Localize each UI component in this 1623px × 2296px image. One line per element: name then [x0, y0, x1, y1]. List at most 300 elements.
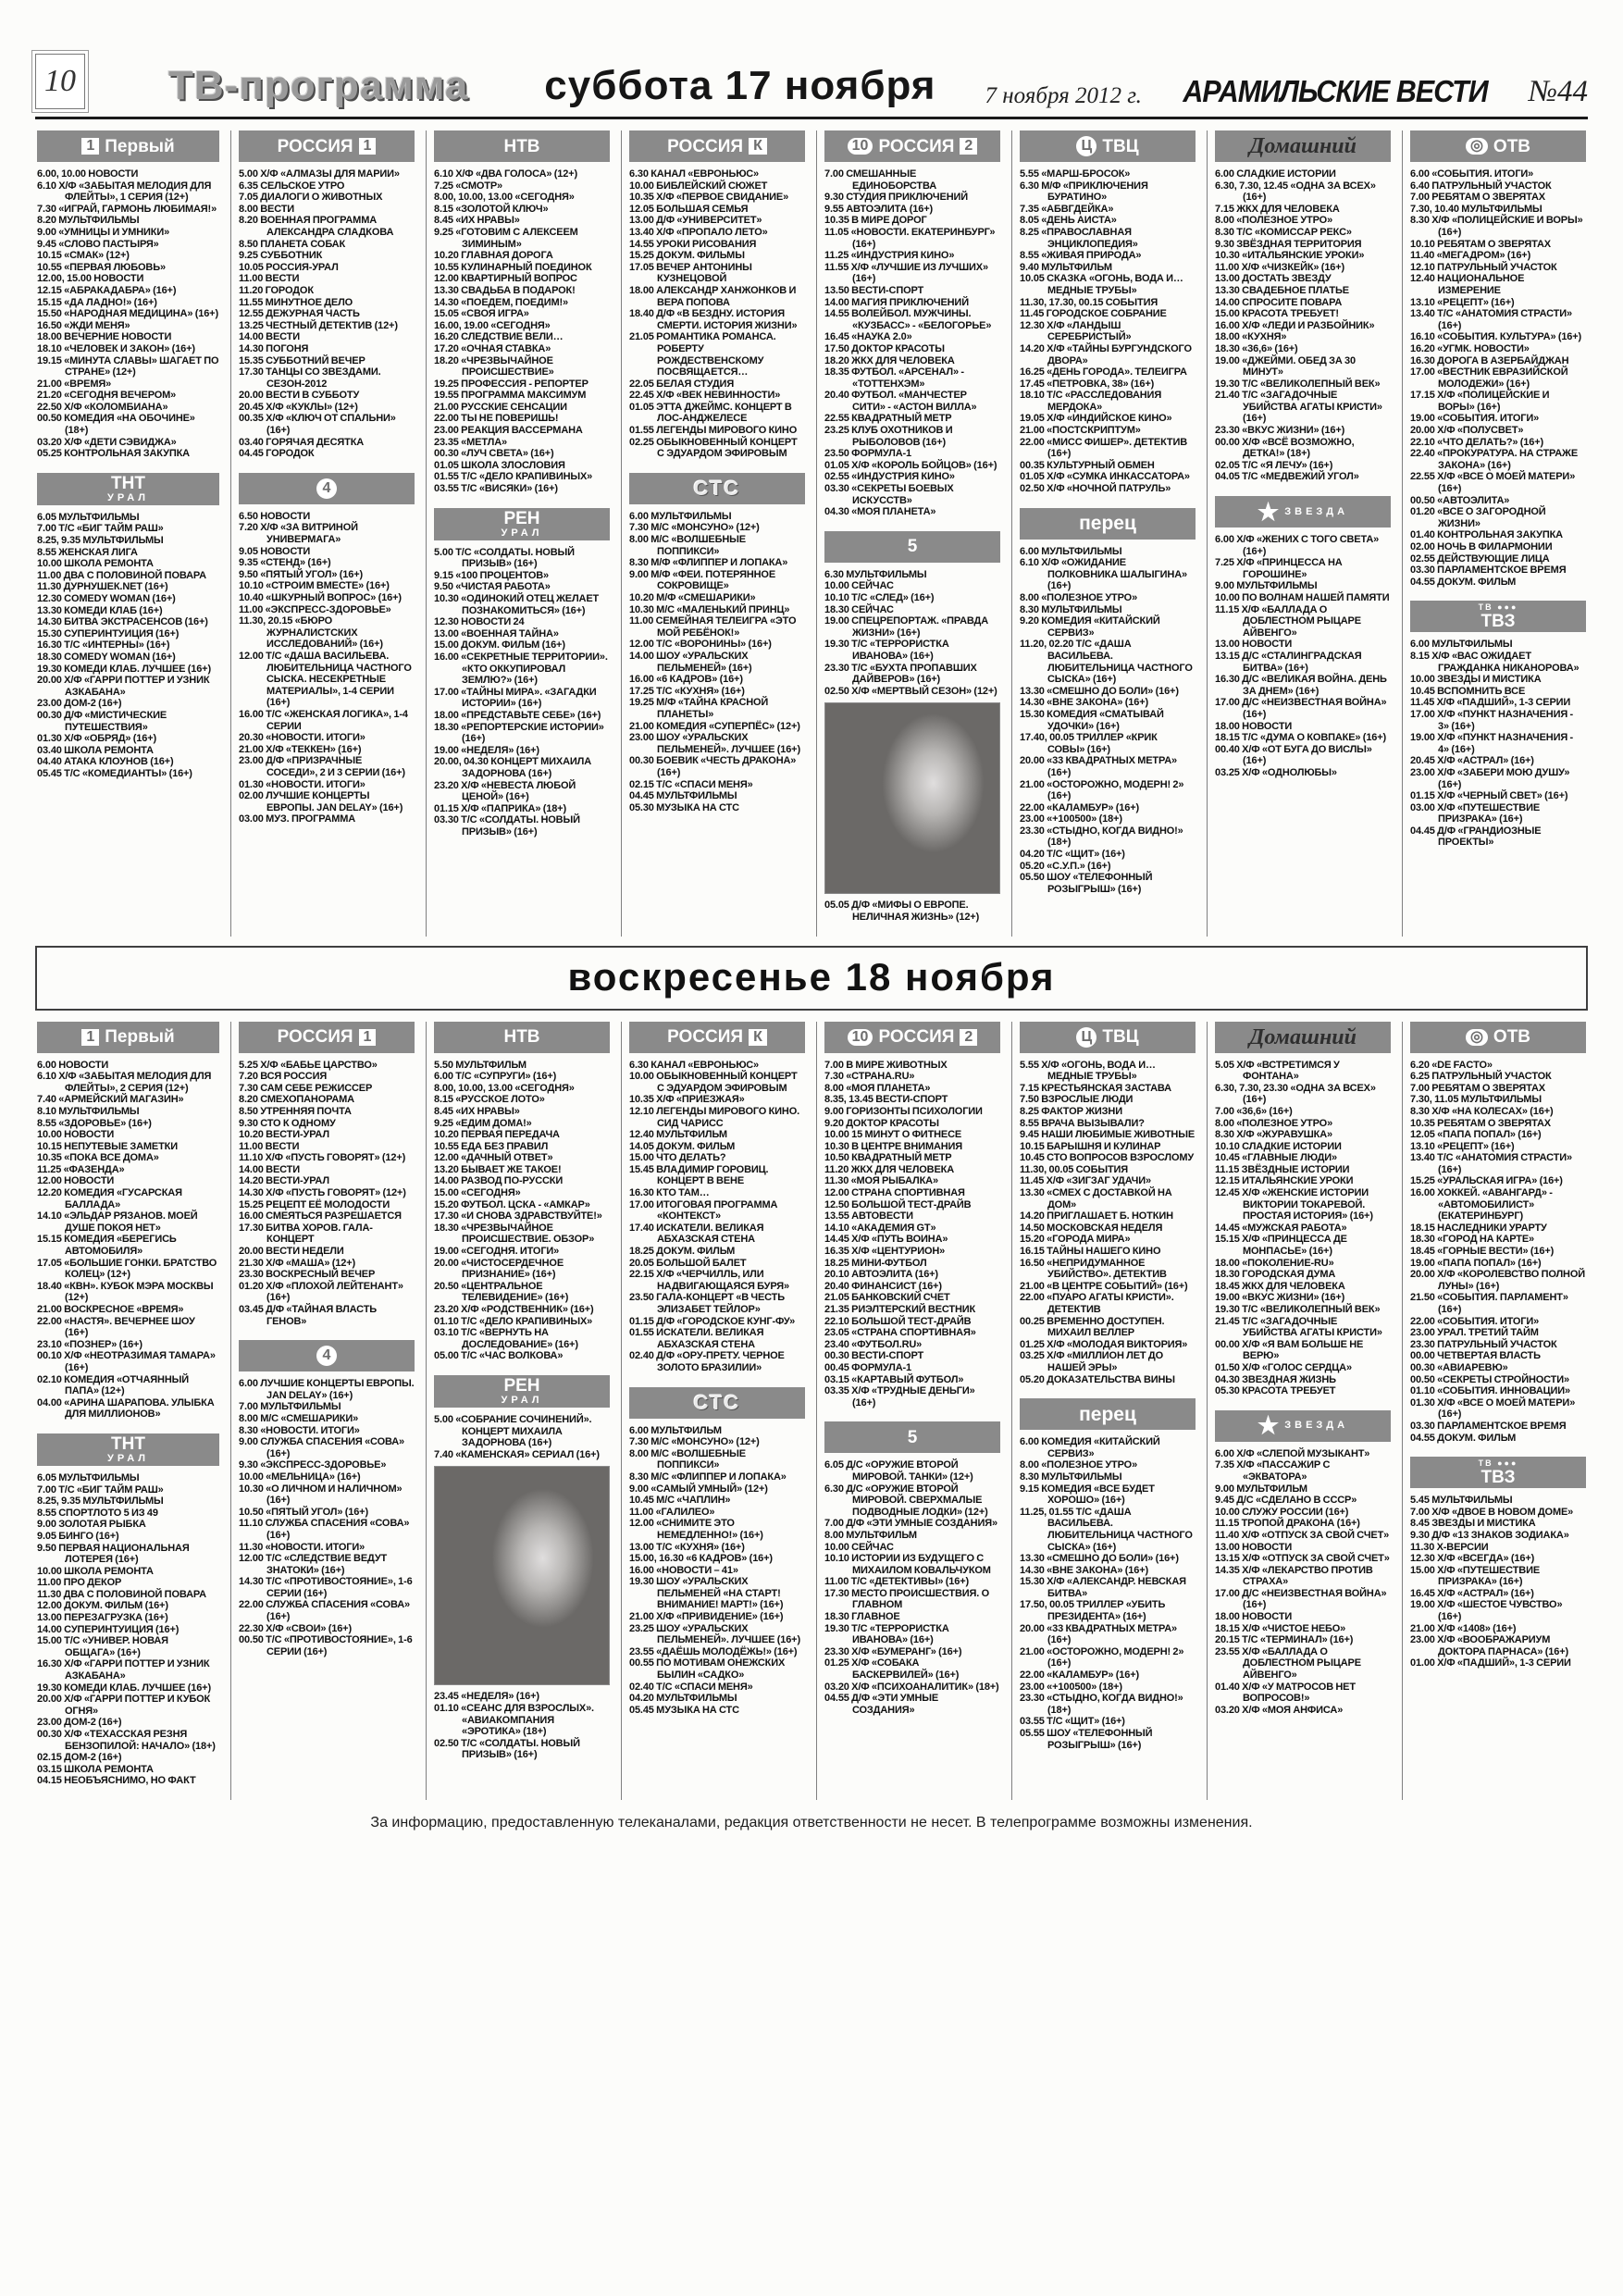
listing-item: 17.00 «ВЕСТНИК ЕВРАЗИЙСКОЙ МОЛОДЕЖИ» (16+): [1410, 366, 1568, 390]
listing-item: 9.55 АВТОЭЛИТА (16+): [824, 203, 933, 215]
listing-item: 14.10 «ЭЛЬДАР РЯЗАНОВ. МОЕЙ ДУШЕ ПОКОЯ НЕТ»: [37, 1210, 198, 1234]
listing-item: 11.20 ГОРОДОК: [239, 284, 314, 296]
listing-item: 11.55 Х/Ф «ЛУЧШИЕ ИЗ ЛУЧШИХ» (16+): [824, 261, 988, 285]
listing-item: 9.05 НОВОСТИ: [239, 545, 311, 557]
listing-item: 15.30 Х/Ф «АЛЕКСАНДР. НЕВСКАЯ БИТВА»: [1020, 1576, 1186, 1599]
listing-item: 10.10 РЕБЯТАМ О ЗВЕРЯТАХ: [1410, 238, 1551, 250]
listing-item: 6.00 Х/Ф «ЖЕНИХ С ТОГО СВЕТА» (16+): [1215, 534, 1380, 557]
listing-item: 01.20 «ВСЕ О ЗАГОРОДНОЙ ЖИЗНИ»: [1410, 506, 1546, 529]
rossiyaK-right-logo-icon: К: [749, 138, 767, 155]
listing-item: 22.00 «МИСС ФИШЕР». ДЕТЕКТИВ (16+): [1020, 436, 1188, 460]
channel-column: [230, 1022, 416, 1800]
listing-item: 03.00 МУЗ. ПРОГРАММА: [239, 813, 356, 825]
listing-item: 14.30 «ПОЕДЕМ, ПОЕДИМ!»: [434, 296, 568, 308]
listing-item: 14.45 «МУЖСКАЯ РАБОТА»: [1215, 1222, 1347, 1234]
listing-item: 04.20 Т/С «ЩИТ» (16+): [1020, 849, 1125, 861]
listing-item: 17.20 «ОЧНАЯ СТАВКА»: [434, 342, 551, 354]
listing-item: 03.25 Х/Ф «ОДНОЛЮБЫ»: [1215, 766, 1337, 778]
listing-item: 20.40 ФИНАНСИСТ (16+): [824, 1280, 942, 1292]
listing-item: 10.10 СЛАДКИЕ ИСТОРИИ: [1215, 1140, 1342, 1152]
listing-item: 10.35 «ПОКА ВСЕ ДОМА»: [37, 1152, 159, 1164]
listing-item: 21.35 РИЭЛТЕРСКИЙ ВЕСТНИК: [824, 1304, 976, 1315]
listing-item: 11.00 ВЕСТИ: [239, 1140, 300, 1152]
pervyi-left-logo-icon: 1: [81, 138, 99, 155]
listing-item: 02.50 Т/С «СОЛДАТЫ. НОВЫЙ ПРИЗЫВ» (16+): [434, 1737, 580, 1761]
channel-block-ntv: [434, 130, 610, 495]
channel-4-logo-icon: 4: [316, 1346, 337, 1366]
listing-item: 22.50 Х/Ф «КОЛОМБИАНА»: [37, 401, 168, 413]
listing-item: 7.00 СМЕШАННЫЕ ЕДИНОБОРСТВА: [824, 168, 937, 192]
listing-item: 19.25 ПРОФЕССИЯ - РЕПОРТЕР: [434, 378, 588, 390]
listing-item: 8.45 ЗВЕЗДЫ И МИСТИКА: [1410, 1518, 1536, 1530]
listing-item: 9.20 КОМЕДИЯ «КИТАЙСКИЙ СЕРВИЗ»: [1020, 615, 1160, 639]
channel-name: Первый: [105, 1027, 175, 1048]
listing-item: 13.00 ДОСТАТЬ ЗВЕЗДУ: [1215, 273, 1332, 285]
channel-block-otv: [1410, 1022, 1586, 1445]
listing-item: 10.00 «МЕЛЬНИЦА» (16+): [239, 1471, 361, 1483]
listing-item: 8.05 «ДЕНЬ АИСТА»: [1020, 215, 1117, 227]
listing-item: 14.50 МОСКОВСКАЯ НЕДЕЛЯ: [1020, 1222, 1163, 1234]
channel-block-sts: [629, 473, 805, 813]
listing-item: 9.00 ЗОЛОТАЯ РЫБКА: [37, 1519, 146, 1531]
listing-item: 04.15 НЕОБЪЯСНИМО, НО ФАКТ: [37, 1775, 196, 1787]
channel-name-wrap: [1284, 507, 1348, 517]
listing-item: 17.40 ИСКАТЕЛИ. ВЕЛИКАЯ АБХАЗСКАЯ СТЕНА: [629, 1222, 764, 1246]
listing-item: 13.40 Т/С «АНАТОМИЯ СТРАСТИ» (16+): [1410, 308, 1572, 331]
listing-item: 15.00, 16.30 «6 КАДРОВ» (16+): [629, 1553, 773, 1565]
listing-item: 03.20 Х/Ф «ПСИХОАНАЛИТИК» (18+): [824, 1681, 999, 1693]
channel-name: НТВ: [503, 136, 540, 156]
listing-item: 17.00 «ТАЙНЫ МИРА». «ЗАГАДКИ ИСТОРИИ» (16+): [434, 686, 597, 710]
channel-block-zvezda: [1215, 1410, 1391, 1717]
listing-item: 13.10 «РЕЦЕПТ» (16+): [1410, 1140, 1515, 1152]
channel-4-logo-icon: 4: [316, 478, 337, 499]
channel-block-tvc: [1020, 1022, 1196, 1386]
issue-number: №44: [1528, 75, 1588, 108]
listing-item: 11.40 Х/Ф «ОТПУСК ЗА СВОЙ СЧЕТ»: [1215, 1529, 1390, 1541]
listing-item: 8.15 «РУССКОЕ ЛОТО»: [434, 1094, 545, 1106]
listing-item: 23.00 РЕАКЦИЯ ВАССЕРМАНА: [434, 425, 583, 437]
listing-item: 6.30 МУЛЬТФИЛЬМЫ: [824, 568, 927, 580]
listing-item: 7.05 ДИАЛОГИ О ЖИВОТНЫХ: [239, 192, 383, 204]
listings: [1020, 168, 1196, 495]
listing-item: 21.00 Х/Ф «ТЕККЕН» (16+): [239, 743, 362, 755]
listing-item: 10.10 Т/С «СЛЕД» (16+): [824, 592, 935, 603]
channel-header-five: [824, 1421, 1000, 1453]
listing-item: 6.00 СЛАДКИЕ ИСТОРИИ: [1215, 168, 1336, 180]
listing-item: 11.10 СЛУЖБА СПАСЕНИЯ «СОВА» (16+): [239, 1518, 410, 1541]
listing-item: 6.00 МУЛЬТФИЛЬМ: [629, 1424, 722, 1436]
channel-name: РОССИЯ: [667, 1027, 744, 1048]
listing-item: 11.30, 00.05 СОБЫТИЯ: [1020, 1163, 1129, 1175]
listing-item: 7.50 ВЗРОСЛЫЕ ЛЮДИ: [1020, 1094, 1134, 1106]
listing-item: 23.20 Х/Ф «РОДСТВЕННИК» (16+): [434, 1304, 594, 1315]
listing-item: 00.30 Д/Ф «МИСТИЧЕСКИЕ ПУТЕШЕСТВИЯ»: [37, 709, 167, 733]
listing-item: 12.30 НОВОСТИ 24: [434, 616, 525, 628]
listing-item: 10.30 М/С «МАЛЕНЬКИЙ ПРИНЦ»: [629, 603, 790, 615]
channel-block-ren: [434, 508, 610, 838]
channel-block-kanal4: [239, 473, 415, 825]
listings: [824, 1060, 1000, 1409]
listing-item: 03.15 ШКОЛА РЕМОНТА: [37, 1763, 154, 1775]
listing-item: 8.00 ВЕСТИ: [239, 203, 295, 215]
listing-item: 15.00 Х/Ф «ПУТЕШЕСТВИЕ ПРИЗРАКА» (16+): [1410, 1564, 1541, 1588]
listing-item: 20.00 Х/Ф «ПОЛУСВЕТ»: [1410, 425, 1524, 437]
listings: [239, 168, 415, 460]
tvc-left-logo-icon: Ц: [1076, 136, 1096, 156]
listings: [824, 168, 1000, 518]
listing-item: 11.00 Х/Ф «ЧИЗКЕЙК» (16+): [1215, 261, 1345, 273]
listing-item: 22.00 ТЫ НЕ ПОВЕРИШЬ!: [434, 413, 559, 425]
listing-item: 02.55 «ИНДУСТРИЯ КИНО»: [824, 471, 955, 483]
listing-item: 6.00 КОМЕДИЯ «КИТАЙСКИЙ СЕРВИЗ»: [1020, 1436, 1160, 1459]
channel-name-wrap: [1479, 603, 1518, 630]
channel-block-rossiya2: [824, 1022, 1000, 1409]
listing-item: 00.00 ЧЕТВЕРТАЯ ВЛАСТЬ: [1410, 1350, 1541, 1362]
listing-item: 03.30 ПАРЛАМЕНТСКОЕ ВРЕМЯ: [1410, 565, 1567, 577]
listing-item: 14.30 Т/С «ПРОТИВОСТОЯНИЕ», 1-6 СЕРИИ (16+): [239, 1576, 413, 1599]
listing-item: 10.00 ОБЫКНОВЕННЫЙ КОНЦЕРТ С ЭДУАРДОМ ЭФИРОВЫМ: [629, 1071, 798, 1094]
listing-item: 16.00 «СЕКРЕТНЫЕ ТЕРРИТОРИИ». «КТО ОККУПИРОВАЛ ЗЕМЛЮ?» (16+): [434, 651, 608, 687]
listing-item: 9.30 «ЭКСПРЕСС-ЗДОРОВЬЕ»: [239, 1459, 387, 1471]
listing-item: 7.30 «СТРАНА.RU»: [824, 1071, 915, 1083]
listings: [1020, 1060, 1196, 1386]
listing-item: 14.00 РАЗВОД ПО-РУССКИ: [434, 1175, 564, 1187]
channel-name: ТВЦ: [1102, 1027, 1139, 1048]
channel-name: РОССИЯ: [667, 136, 744, 156]
listings: [1020, 546, 1196, 896]
channel-block-tnt: [37, 1433, 219, 1787]
day-grid-sunday: [35, 1022, 1588, 1800]
listing-item: 14.30 «ВНЕ ЗАКОНА» (16+): [1020, 697, 1149, 709]
listing-item: 16.35 Х/Ф «ЦЕНТУРИОН»: [824, 1246, 946, 1258]
listing-item: 18.00 АЛЕКСАНДР ХАНЖОНКОВ И ВЕРА ПОПОВА: [629, 284, 797, 308]
listing-item: 00.45 ФОРМУЛА-1: [824, 1361, 911, 1373]
channel-header-sts: [629, 473, 805, 504]
listing-item: 11.00 «ЭКСПРЕСС-ЗДОРОВЬЕ»: [239, 603, 391, 615]
listing-item: 00.50 «СЕКРЕТЫ СТРОЙНОСТИ»: [1410, 1373, 1569, 1385]
listing-item: 7.00 РЕБЯТАМ О ЗВЕРЯТАХ: [1410, 192, 1545, 204]
listing-item: 01.55 Т/С «ДЕЛО КРАПИВИНЫХ»: [434, 471, 593, 483]
listing-item: 02.50 Х/Ф «МЕРТВЫЙ СЕЗОН» (12+): [824, 685, 997, 697]
listing-item: 17.00 Д/С «НЕИЗВЕСТНАЯ ВОЙНА» (16+): [1215, 1587, 1387, 1611]
channel-header-tnt: [37, 473, 219, 505]
listing-item: 22.40 «ПРОКУРАТУРА. НА СТРАЖЕ ЗАКОНА» (16+): [1410, 448, 1579, 471]
listing-item: 8.50 ПЛАНЕТА СОБАК: [239, 238, 346, 250]
listing-item: 10.30 «ИТАЛЬЯНСКИЕ УРОКИ»: [1215, 250, 1365, 262]
listing-item: 13.15 Д/С «СТАЛИНГРАДСКАЯ БИТВА» (16+): [1215, 650, 1362, 674]
listing-item: 14.00 ВЕСТИ: [239, 331, 301, 343]
listings: [629, 168, 805, 460]
listing-item: 19.00 «СЕГОДНЯ. ИТОГИ»: [434, 1246, 560, 1258]
listing-item: 14.10 «АКАДЕМИЯ GT»: [824, 1222, 936, 1234]
listing-item: 10.45 «ГЛАВНЫЕ ЛЮДИ»: [1215, 1152, 1338, 1164]
channel-column: [816, 1022, 1002, 1800]
listing-item: 21.20 «СЕГОДНЯ ВЕЧЕРОМ»: [37, 390, 177, 402]
rossiya2-right-logo-icon: 2: [960, 1029, 977, 1046]
listing-item: 14.30 БИТВА ЭКСТРАСЕНСОВ (16+): [37, 616, 208, 628]
listing-item: 01.10 Т/С «ДЕЛО КРАПИВИНЫХ»: [434, 1315, 593, 1327]
listing-item: 15.00 Т/С «УНИВЕР. НОВАЯ ОБЩАГА» (16+): [37, 1635, 168, 1658]
rossiya1-right-logo-icon: 1: [359, 1029, 377, 1046]
listing-item: 17.40, 00.05 ТРИЛЛЕР «КРИК СОВЫ» (16+): [1020, 732, 1158, 755]
listing-item: 9.30 СТУДИЯ ПРИКЛЮЧЕНИЙ: [824, 192, 968, 204]
listing-item: 03.30 ПАРЛАМЕНТСКОЕ ВРЕМЯ: [1410, 1420, 1567, 1432]
channel-block-rossiya1: [239, 1022, 415, 1328]
listing-item: 23.05 «СТРАНА СПОРТИВНАЯ»: [824, 1327, 976, 1339]
channel-header-ren: [434, 508, 610, 540]
listing-item: 00.30 БОЕВИК «ЧЕСТЬ ДРАКОНА» (16+): [629, 755, 797, 778]
listing-item: 6.00, 10.00 НОВОСТИ: [37, 168, 139, 180]
listing-item: 19.30 ШОУ «УРАЛЬСКИХ ПЕЛЬМЕНЕЙ «НА СТАРТ! ВНИМАНИЕ! МАРТ!» (16+): [629, 1576, 784, 1611]
channel-column: [1402, 130, 1588, 937]
listing-item: 19.00 «ПАПА ПОПАЛ» (16+): [1410, 1257, 1542, 1269]
listing-item: 12.30 COMEDY WOMAN (16+): [37, 593, 176, 604]
listing-item: 5.00 Х/Ф «АЛМАЗЫ ДЛЯ МАРИИ»: [239, 168, 400, 180]
channel-block-otv: [1410, 130, 1586, 588]
listing-item: 5.55 Х/Ф «ОГОНЬ, ВОДА И… МЕДНЫЕ ТРУБЫ»: [1020, 1059, 1156, 1083]
channel-block-ren: [434, 1375, 610, 1761]
listing-item: 7.40 «АРМЕЙСКИЙ МАГАЗИН»: [37, 1094, 184, 1106]
listing-item: 14.30 «ВНЕ ЗАКОНА» (16+): [1020, 1564, 1149, 1576]
listing-item: 6.30, 7.30, 23.30 «ОДНА ЗА ВСЕХ» (16+): [1215, 1082, 1376, 1106]
channel-column: [35, 130, 221, 937]
listing-item: 12.40 НАЦИОНАЛЬНОЕ ИЗМЕРЕНИЕ: [1410, 273, 1525, 296]
listing-item: 7.35 Х/Ф «ПАССАЖИР С «ЭКВАТОРА»: [1215, 1459, 1331, 1483]
listing-item: 14.30 Х/Ф «ПУСТЬ ГОВОРЯТ» (12+): [239, 1187, 406, 1199]
listing-item: 05.00 Т/С «ЧАС ВОЛКОВА»: [434, 1350, 564, 1362]
listing-item: 7.30 САМ СЕБЕ РЕЖИССЕР: [239, 1082, 373, 1094]
listing-item: 8.30 Х/Ф «НА КОЛЕСАХ» (16+): [1410, 1105, 1554, 1117]
listing-item: 16.00 СМЕЯТЬСЯ РАЗРЕШАЕТСЯ: [239, 1210, 402, 1222]
listing-item: 6.10 Х/Ф «ЗАБЫТАЯ МЕЛОДИЯ ДЛЯ ФЛЕЙТЫ», 1 СЕРИЯ (12+): [37, 180, 212, 204]
listing-item: 12.15 «АБРАКАДАБРА» (16+): [37, 284, 177, 296]
listing-item: 11.00 ДВА С ПОЛОВИНОЙ ПОВАРА: [37, 569, 206, 581]
listings: [1215, 168, 1391, 483]
listing-item: 02.15 ДОМ-2 (16+): [37, 1752, 122, 1764]
listing-item: 04.20 МУЛЬТФИЛЬМЫ: [629, 1693, 737, 1705]
listing-item: 6.30 КАНАЛ «ЕВРОНЬЮС»: [629, 1059, 760, 1071]
listing-item: 12.00 КВАРТИРНЫЙ ВОПРОС: [434, 273, 577, 285]
listing-item: 17.25 Т/С «КУХНЯ» (16+): [629, 685, 745, 697]
star-icon: ★: [1257, 497, 1280, 526]
listing-item: 19.30 КОМЕДИ КЛАБ. ЛУЧШЕЕ (16+): [37, 663, 211, 675]
channel-header-zvezda: [1215, 496, 1391, 527]
listing-item: 7.15 ЖКХ ДЛЯ ЧЕЛОВЕКА: [1215, 203, 1340, 215]
channel-header-perec: [1020, 1398, 1196, 1430]
channel-column: [35, 1022, 221, 1800]
listing-item: 16.45 Х/Ф «АСТРАЛ» (16+): [1410, 1587, 1534, 1599]
listing-item: 11.45 Х/Ф «ПАДШИЙ», 1-3 СЕРИИ: [1410, 697, 1571, 709]
channel-column: [1402, 1022, 1588, 1800]
listing-item: 9.50 «ПЯТЫЙ УГОЛ» (16+): [239, 568, 363, 580]
listing-item: 5.25 Х/Ф «БАБЬЕ ЦАРСТВО»: [239, 1059, 378, 1071]
listings: [1410, 639, 1586, 849]
listing-item: 8.30 «НОВОСТИ. ИТОГИ»: [239, 1424, 360, 1436]
listing-item: 10.20 ПЕРВАЯ ПЕРЕДАЧА: [434, 1129, 560, 1141]
listing-item: 17.45 «ПЕТРОВКА, 38» (16+): [1020, 378, 1155, 390]
channel-header-rossiya1: [239, 130, 415, 162]
channel-header-sts: [629, 1387, 805, 1419]
footer-disclaimer: За информацию, предоставленную телеканалами, редакция ответственности не несет. В телепрограмме возможны изменения.: [370, 1814, 1253, 1831]
listing-item: 20.50 «ЦЕНТРАЛЬНОЕ ТЕЛЕВИДЕНИЕ» (16+): [434, 1280, 569, 1304]
listing-item: 22.10 БОЛЬШОЙ ТЕСТ-ДРАЙВ: [824, 1315, 972, 1327]
listing-item: 20.30 «НОВОСТИ. ИТОГИ»: [239, 732, 365, 744]
listing-item: 8.00 М/С «ВОЛШЕБНЫЕ ПОППИКСИ»: [629, 534, 746, 557]
listing-item: 9.15 «100 ПРОЦЕНТОВ»: [434, 569, 550, 581]
channel-name-wrap: [107, 475, 149, 503]
listing-item: 8.25, 9.35 МУЛЬТФИЛЬМЫ: [37, 535, 164, 547]
listing-item: 19.00 «СОБЫТИЯ. ИТОГИ»: [1410, 413, 1540, 425]
listing-item: 6.20 «DE FACTO»: [1410, 1059, 1493, 1071]
otv-swirl-icon: ◎: [1466, 138, 1488, 155]
listing-item: 10.35 Х/Ф «ПЕРВОЕ СВИДАНИЕ»: [629, 192, 789, 204]
listing-item: 7.30 «ИГРАЙ, ГАРМОНЬ ЛЮБИМАЯ!»: [37, 203, 217, 215]
channel-subtitle: УРАЛ: [501, 1394, 543, 1406]
listing-item: 8.30 М/С «ФЛИППЕР И ЛОПАКА»: [629, 1471, 787, 1483]
channel-column: [1011, 1022, 1197, 1800]
listing-item: 8.45 «ИХ НРАВЫ»: [434, 215, 520, 227]
channel-name: РЕН: [503, 1375, 540, 1396]
listing-item: 10.15 НЕПУТЕВЫЕ ЗАМЕТКИ: [37, 1140, 178, 1152]
listing-item: 10.50 «ПЯТЫЙ УГОЛ» (16+): [239, 1506, 368, 1518]
listing-item: 15.05 «СВОЯ ИГРА»: [434, 308, 529, 320]
channel-name: ЗВЕЗДА: [1284, 1420, 1349, 1432]
listing-item: 18.40 «КВН». КУБОК МЭРА МОСКВЫ (12+): [37, 1280, 214, 1304]
listing-item: 11.15 ТРОПОЙ ДРАКОНА (16+): [1215, 1518, 1360, 1530]
channel-block-pervyi: [37, 130, 219, 460]
channel-header-otv: [1410, 130, 1586, 162]
listing-item: 14.00 ВЕСТИ: [239, 1163, 301, 1175]
listing-item: 7.30, 10.40 МУЛЬТФИЛЬМЫ: [1410, 203, 1542, 215]
photo-man-polo: [434, 1466, 610, 1685]
listing-item: 23.10 «ПОЗНЕР» (16+): [37, 1338, 142, 1350]
listing-item: 11.00 «ГАЛИЛЕО»: [629, 1506, 715, 1518]
channel-block-five: [824, 531, 1000, 924]
listing-item: 21.00 КОМЕДИЯ «СУПЕРПЁС» (12+): [629, 720, 800, 732]
listing-item: 01.05 ЭТТА ДЖЕЙМС. КОНЦЕРТ В ЛОС-АНДЖЕЛЕСЕ: [629, 401, 792, 425]
listing-item: 6.00 МУЛЬТФИЛЬМЫ: [1020, 545, 1122, 557]
listing-item: 12.15 ИТАЛЬЯНСКИЕ УРОКИ: [1215, 1175, 1354, 1187]
listing-item: 04.05 Т/С «МЕДВЕЖИЙ УГОЛ»: [1215, 471, 1359, 483]
listing-item: 05.05 Д/Ф «МИФЫ О ЕВРОПЕ. НЕЛИЧНАЯ ЖИЗНЬ» (12+): [824, 900, 980, 923]
listing-item: 6.30 Д/С «ОРУЖИЕ ВТОРОЙ МИРОВОЙ. СВЕРХМАЛЫЕ ПОДВОДНЫЕ ЛОДКИ» (12+): [824, 1483, 988, 1518]
channel-block-rossiya1: [239, 130, 415, 460]
listing-item: 7.00 Т/С «БИГ ТАЙМ РАШ»: [37, 1483, 164, 1496]
listing-item: 17.15 Х/Ф «ПОЛИЦЕЙСКИЕ И ВОРЫ» (16+): [1410, 390, 1550, 413]
listing-item: 11.00 ПРО ДЕКОР: [37, 1577, 122, 1589]
listing-item: 6.40 ПАТРУЛЬНЫЙ УЧАСТОК: [1410, 180, 1552, 192]
listing-item: 6.30 М/Ф «ПРИКЛЮЧЕНИЯ БУРАТИНО»: [1020, 180, 1148, 204]
listing-item: 19.30 Т/С «ТЕРРОРИСТКА ИВАНОВА» (16+): [824, 639, 949, 662]
listing-item: 03.15 «КАРТАВЫЙ ФУТБОЛ»: [824, 1373, 964, 1385]
channel-header-domashniy: [1215, 1022, 1391, 1053]
listing-item: 6.10 Х/Ф «ОЖИДАНИЕ ПОЛКОВНИКА ШАЛЫГИНА» (16+): [1020, 557, 1187, 592]
listing-item: 22.00 СЛУЖБА СПАСЕНИЯ «СОВА» (16+): [239, 1599, 410, 1623]
listing-item: 04.00 «АРИНА ШАРАПОВА. УЛЫБКА ДЛЯ МИЛЛИОНОВ»: [37, 1396, 215, 1421]
listing-item: 7.30 М/С «МОНСУНО» (12+): [629, 1436, 760, 1448]
listing-item: 10.00 СЕЙЧАС: [824, 580, 894, 592]
sunday-banner: воскресенье 18 ноября: [35, 946, 1588, 1011]
listing-item: 01.15 Х/Ф «ЧЕРНЫЙ СВЕТ» (16+): [1410, 790, 1568, 802]
listing-item: 9.25 СУББОТНИК: [239, 250, 323, 262]
listing-item: 13.00 Д/Ф «УНИВЕРСИТЕТ»: [629, 215, 762, 227]
listing-item: 17.00 Д/С «НЕИЗВЕСТНАЯ ВОЙНА» (16+): [1215, 697, 1387, 720]
listing-item: 20.00 Х/Ф «КОРОЛЕВСТВО ПОЛНОЙ ЛУНЫ» (16+): [1410, 1269, 1585, 1292]
listing-item: 01.50 Х/Ф «ГОЛОС СЕРДЦА»: [1215, 1361, 1352, 1373]
listing-item: 18.00 «ПОКОЛЕНИЕ-RU»: [1215, 1257, 1334, 1269]
listing-item: 15.50 «НАРОДНАЯ МЕДИЦИНА» (16+): [37, 308, 218, 320]
listing-item: 13.40 Х/Ф «ПРОПАЛО ЛЕТО»: [629, 226, 768, 238]
listing-item: 5.50 МУЛЬТФИЛЬМ: [434, 1059, 527, 1071]
channel-name: ТВЗ: [1481, 1467, 1516, 1487]
listing-item: 5.55 «МАРШ-БРОСОК»: [1020, 168, 1131, 180]
listing-item: 18.10 Т/С «РАССЛЕДОВАНИЯ МЕРДОКА»: [1020, 390, 1162, 413]
listing-item: 10.10 ИСТОРИИ ИЗ БУДУЩЕГО С МИХАИЛОМ КОВАЛЬЧУКОМ: [824, 1553, 991, 1576]
listing-item: 15.15 Х/Ф «ПРИНЦЕССА ДЕ МОНПАСЬЕ» (16+): [1215, 1234, 1347, 1258]
channel-block-perec: [1020, 1398, 1196, 1751]
tv3-dots-icon: ТВ ●●●: [1478, 1458, 1518, 1468]
listing-item: 14.55 ВОЛЕЙБОЛ. МУЖЧИНЫ. «КУЗБАСС» - «БЕЛОГОРЬЕ»: [824, 308, 992, 331]
listing-item: 03.30 Т/С «СОЛДАТЫ. НОВЫЙ ПРИЗЫВ» (16+): [434, 814, 580, 838]
listing-item: 23.45 «НЕДЕЛЯ» (16+): [434, 1691, 539, 1703]
listing-item: 13.00 НОВОСТИ: [1215, 639, 1293, 651]
listing-item: 22.10 «ЧТО ДЕЛАТЬ?» (16+): [1410, 436, 1544, 448]
listing-item: 01.25 Х/Ф «СОБАКА БАСКЕРВИЛЕЙ» (16+): [824, 1657, 960, 1682]
channel-name: СТС: [693, 476, 741, 500]
listing-item: 9.40 МУЛЬТФИЛЬМ: [1020, 261, 1112, 273]
listing-item: 12.40 МУЛЬТФИЛЬМ: [629, 1129, 727, 1141]
listing-item: 8.00 МУЛЬТФИЛЬМ: [824, 1529, 917, 1541]
issue-date: 7 ноября 2012 г.: [985, 83, 1142, 108]
listing-item: 7.25 Х/Ф «ПРИНЦЕССА НА ГОРОШИНЕ»: [1215, 557, 1343, 580]
listing-item: 02.40 Д/Ф «ОРУ-ПРЕТУ. ЧЕРНОЕ ЗОЛОТО БРАЗИЛИИ»: [629, 1350, 785, 1373]
listing-item: 01.00 Х/Ф «ПАДШИЙ», 1-3 СЕРИИ: [1410, 1657, 1571, 1669]
listing-item: 15.30 КОМЕДИЯ «СМАТЫВАЙ УДОЧКИ» (16+): [1020, 708, 1164, 732]
listing-item: 6.00 МУЛЬТФИЛЬМЫ: [1410, 639, 1513, 651]
listing-item: 13.40 Т/С «АНАТОМИЯ СТРАСТИ» (16+): [1410, 1152, 1572, 1175]
listing-item: 6.00 Х/Ф «СЛЕПОЙ МУЗЫКАНТ»: [1215, 1447, 1370, 1459]
listing-item: 19.00 Х/Ф «ПУНКТ НАЗНАЧЕНИЯ - 4» (16+): [1410, 732, 1574, 755]
section-title: ТВ-программа: [168, 63, 469, 108]
listing-item: 11.25 «ФАЗЕНДА»: [37, 1163, 125, 1175]
listing-item: 02.00 НОЧЬ В ФИЛАРМОНИИ: [1410, 541, 1553, 552]
listing-item: 18.30 COMEDY WOMAN (16+): [37, 651, 176, 663]
listing-item: 11.00 СЕМЕЙНАЯ ТЕЛЕИГРА «ЭТО МОЙ РЕБЁНОК!»: [629, 615, 797, 639]
listing-item: 14.45 Х/Ф «ПУТЬ ВОИНА»: [824, 1234, 948, 1246]
listing-item: 8.00 «ПОЛЕЗНОЕ УТРО»: [1215, 1117, 1333, 1129]
listing-item: 11.30, 20.15 «БЮРО ЖУРНАЛИСТСКИХ ИССЛЕДОВАНИЙ» (16+): [239, 615, 383, 651]
listing-item: 15.25 ДОКУМ. ФИЛЬМЫ: [629, 250, 745, 262]
listing-item: 00.25 ВРЕМЕННО ДОСТУПЕН. МИХАИЛ ВЕЛЛЕР: [1020, 1315, 1165, 1339]
listing-item: 18.20 «ЧРЕЗВЫЧАЙНОЕ ПРОИСШЕСТВИЕ»: [434, 354, 554, 379]
channel-block-rossiyaK: [629, 130, 805, 460]
listing-item: 8.00 «МОЯ ПЛАНЕТА»: [824, 1082, 931, 1094]
listing-item: 6.35 СЕЛЬСКОЕ УТРО: [239, 180, 345, 192]
listing-item: 14.00 СУПЕРИНТУИЦИЯ (16+): [37, 1623, 180, 1635]
listing-item: 8.20 МУЛЬТФИЛЬМЫ: [37, 215, 140, 227]
listing-item: 8.55 ВРАЧА ВЫЗЫВАЛИ?: [1020, 1117, 1145, 1129]
listing-item: 01.15 Д/Ф «ГОРОДСКОЕ КУНГ-ФУ»: [629, 1315, 796, 1327]
channel-block-domashniy: [1215, 1022, 1391, 1397]
listing-item: 19.00 Х/Ф «ШЕСТОЕ ЧУВСТВО» (16+): [1410, 1599, 1563, 1623]
listing-item: 7.00 «36,6» (16+): [1215, 1105, 1293, 1117]
listings: [434, 1060, 610, 1362]
listing-item: 23.25 ШОУ «УРАЛЬСКИХ ПЕЛЬМЕНЕЙ». ЛУЧШЕЕ (16+): [629, 1622, 800, 1646]
listing-item: 16.50 «ЖДИ МЕНЯ»: [37, 319, 130, 331]
listing-item: 16.00 «НОВОСТИ – 41»: [629, 1564, 738, 1576]
listings: [1410, 1495, 1586, 1669]
